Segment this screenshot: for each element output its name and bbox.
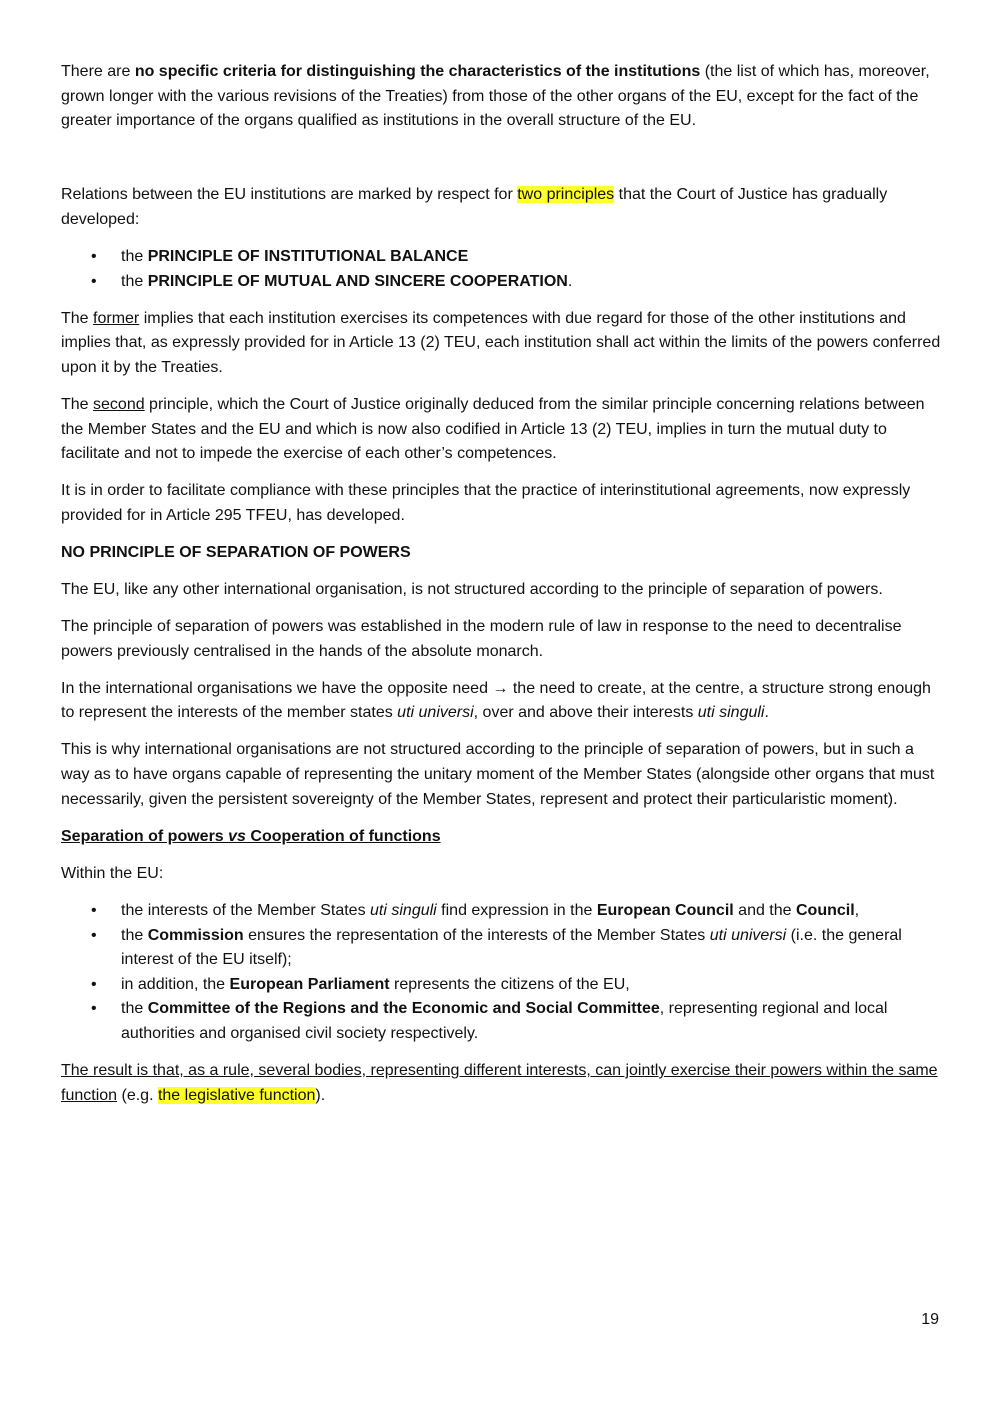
paragraph-former-principle (61, 307, 941, 381)
text-run: represents the citizens of the EU, (389, 975, 630, 993)
text-run: the (121, 247, 148, 265)
text-run: (the list of which has, moreover, grown longer with the various revisions of the Treaties) from those of the other organs of the EU, except for the fact of the greater importance of the organs qualified as institutions in the overall structure of the EU. (61, 63, 930, 130)
underlined-phrase: The result is that, as a rule, several bodies, representing different interests, can jointly exercise their powers within the same function (61, 1062, 938, 1104)
section-heading (61, 541, 941, 566)
heading-text: NO PRINCIPLE OF SEPARATION OF POWERS (61, 543, 411, 561)
underlined-word: former (93, 309, 140, 327)
principles-list (61, 245, 941, 294)
bold-phrase: PRINCIPLE OF INSTITUTIONAL BALANCE (147, 247, 469, 265)
eu-bodies-list (61, 899, 941, 1047)
text-run: Cooperation of functions (245, 827, 441, 845)
text-run: Relations between the EU institutions are marked by respect for (61, 186, 518, 204)
bold-phrase: European Parliament (229, 975, 390, 993)
italic-phrase: uti singuli (697, 704, 765, 722)
list-item (121, 997, 941, 1046)
text-run: Separation of powers (61, 827, 229, 845)
spacer (61, 146, 941, 183)
subheading-text (61, 828, 441, 845)
paragraph-why-not-separation: This is why international organisations are not structured according to the principle of separation of powers, but in such a way as to have organs capable of representing the unitary moment of the Member States (alongside other organs that must necessarily, given the persistent sovereignty of the Member States, represent and protect their particularistic moment). (61, 741, 935, 808)
text-run: implies that each institution exercises its competences with due regard for those of the other institutions and implies that, as expressly provided for in Article 13 (2) TEU, each institution shall act within the limits of the powers conferred upon it by the Treaties. (61, 309, 941, 376)
text-run: . (764, 704, 769, 722)
text-run: ). (315, 1086, 326, 1104)
text-run: principle, which the Court of Justice originally deduced from the similar principle concerning relations between the Member States and the EU and which is now also codified in Article 13 (2) TEU, implies in turn the mutual duty to facilitate and not to impede the exercise of each other’s competences. (61, 395, 925, 463)
paragraph-institutions-criteria (61, 60, 941, 134)
bold-phrase: Council (796, 901, 855, 919)
text-run: There are (61, 63, 135, 80)
text-run: , representing regional and local authorities and organised civil society respectively. (121, 1000, 888, 1042)
bold-phrase: Commission (147, 926, 244, 944)
text-run: the interests of the Member States (121, 901, 371, 919)
document-page (61, 60, 941, 1121)
bold-phrase: PRINCIPLE OF MUTUAL AND SINCERE COOPERATION (147, 272, 568, 290)
bold-phrase: Committee of the Regions and the Economic and Social Committee (147, 1000, 660, 1018)
italic-phrase: vs (228, 827, 246, 845)
list-item (121, 899, 941, 924)
paragraph-within-eu: Within the EU: (61, 864, 164, 882)
italic-phrase: uti singuli (370, 901, 437, 919)
paragraph-separation-history: The principle of separation of powers was established in the modern rule of law in response to the need to decentralise powers previously centralised in the hands of the absolute monarch. (61, 618, 902, 660)
text-run: . (567, 272, 573, 290)
section-subheading (61, 825, 941, 850)
text-run: in addition, the (121, 975, 230, 993)
text-run: In the international organisations we have the opposite need → the need to create, at the centre, a structure strong enough to represent the interests of the member states (61, 679, 931, 722)
underlined-word: second (93, 395, 145, 413)
list-item (121, 924, 941, 973)
highlighted-phrase: the legislative function (157, 1086, 316, 1104)
bold-phrase: European Council (596, 901, 734, 919)
paragraph-interinstitutional-agreements: It is in order to facilitate compliance with these principles that the practice of interinstitutional agreements, now expressly provided for in Article 295 TFEU, has developed. (61, 482, 911, 524)
text-run: the (121, 926, 148, 944)
italic-phrase: uti universi (709, 926, 787, 944)
paragraph-result (61, 1059, 941, 1108)
list-item (121, 973, 941, 998)
text-run: The (61, 395, 94, 413)
text-run: find expression in the (436, 901, 597, 919)
bold-phrase: no specific criteria for distinguishing the characteristics of the institutions (134, 63, 701, 80)
page-number: 19 (921, 1311, 939, 1328)
text-run: (e.g. (117, 1086, 158, 1104)
list-item (121, 245, 941, 270)
text-run: the (121, 1000, 148, 1018)
text-run: (i.e. the general interest of the EU itself); (121, 926, 902, 969)
text-run: , over and above their interests (473, 704, 698, 722)
text-run: ensures the representation of the interests of the Member States (243, 926, 710, 944)
text-run: that the Court of Justice has gradually developed: (61, 186, 888, 228)
paragraph-two-principles (61, 183, 941, 232)
italic-phrase: uti universi (397, 704, 474, 722)
text-run: The (61, 309, 94, 327)
list-item (121, 270, 941, 295)
text-run: and the (733, 901, 796, 919)
text-run: the (121, 272, 148, 290)
paragraph-eu-structure: The EU, like any other international organisation, is not structured according to the principle of separation of powers. (61, 581, 883, 598)
paragraph-opposite-need (61, 677, 941, 726)
paragraph-second-principle (61, 393, 941, 467)
text-run: , (854, 901, 860, 919)
highlighted-phrase: two principles (517, 186, 615, 204)
